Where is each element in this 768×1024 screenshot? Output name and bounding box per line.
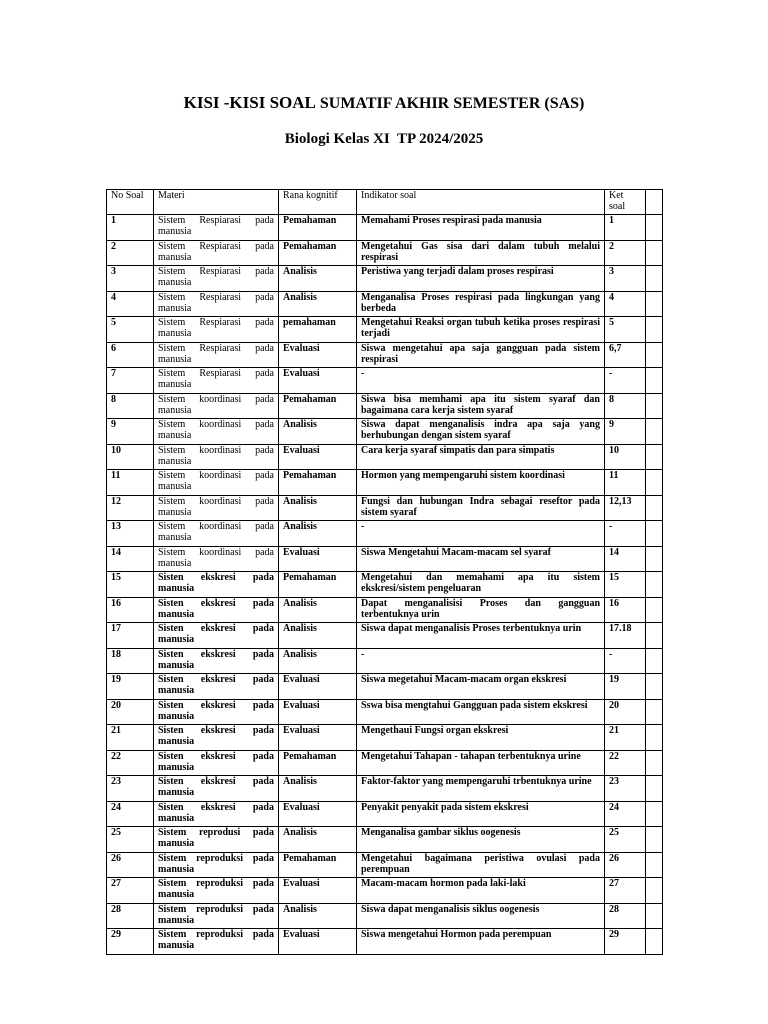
table-row [107, 827, 663, 853]
table-row [107, 903, 663, 929]
row-kognitif-cell: Evaluasi [279, 725, 357, 751]
row-indikator-cell: Fungsi dan hubungan Indra sebagai reseftor pada sistem syaraf [357, 495, 605, 521]
row-materi-cell: Sisten ekskresi pada manusia [154, 623, 279, 649]
row-no-cell: 5 [107, 317, 154, 343]
row-ket-cell: 23 [605, 776, 646, 802]
row-no-cell: 23 [107, 776, 154, 802]
row-blank-cell [646, 725, 663, 751]
title-part-2: SUMATIF AKHIR SEMESTER (SAS) [315, 95, 585, 112]
row-blank-cell [646, 368, 663, 394]
row-indikator-cell: Siswa mengetahui apa saja gangguan pada sistem respirasi [357, 342, 605, 368]
table-row [107, 623, 663, 649]
row-no-cell: 13 [107, 521, 154, 547]
header-materi: Materi [154, 190, 279, 215]
row-ket-cell: - [605, 521, 646, 547]
row-kognitif-cell: Evaluasi [279, 878, 357, 904]
row-no-cell: 1 [107, 215, 154, 241]
row-kognitif-cell: Analisis [279, 597, 357, 623]
row-no-cell: 21 [107, 725, 154, 751]
table-row [107, 929, 663, 955]
title-part-1: KISI -KISI SOAL [183, 93, 316, 112]
row-kognitif-cell: Evaluasi [279, 444, 357, 470]
row-materi-cell: Sistem koordinasi pada manusia [154, 419, 279, 445]
header-ket-soal: Ket soal [605, 190, 646, 215]
row-no-cell: 29 [107, 929, 154, 955]
row-kognitif-cell: Analisis [279, 495, 357, 521]
row-ket-cell: 10 [605, 444, 646, 470]
row-no-cell: 26 [107, 852, 154, 878]
row-materi-cell: Sistem Respiarasi pada manusia [154, 215, 279, 241]
row-indikator-cell: Siswa megetahui Macam-macam organ ekskresi [357, 674, 605, 700]
row-materi-cell: Sisten ekskresi pada manusia [154, 674, 279, 700]
row-materi-cell: Sistem Respiarasi pada manusia [154, 266, 279, 292]
row-blank-cell [646, 597, 663, 623]
row-ket-cell: 14 [605, 546, 646, 572]
row-no-cell: 24 [107, 801, 154, 827]
row-no-cell: 12 [107, 495, 154, 521]
table-row [107, 521, 663, 547]
row-blank-cell [646, 215, 663, 241]
row-kognitif-cell: Analisis [279, 291, 357, 317]
row-blank-cell [646, 699, 663, 725]
row-materi-cell: Sisten ekskresi pada manusia [154, 597, 279, 623]
document-title [0, 93, 768, 113]
row-no-cell: 7 [107, 368, 154, 394]
row-blank-cell [646, 291, 663, 317]
row-materi-cell: Sistem koordinasi pada manusia [154, 495, 279, 521]
row-ket-cell: 4 [605, 291, 646, 317]
row-ket-cell: - [605, 368, 646, 394]
row-materi-cell: Sistem reproduksi pada manusia [154, 852, 279, 878]
row-no-cell: 18 [107, 648, 154, 674]
row-indikator-cell: Peristiwa yang terjadi dalam proses respirasi [357, 266, 605, 292]
table-row [107, 317, 663, 343]
row-ket-cell: - [605, 648, 646, 674]
row-indikator-cell: Siswa mengetahui Hormon pada perempuan [357, 929, 605, 955]
row-no-cell: 6 [107, 342, 154, 368]
row-materi-cell: Sistem reproduksi pada manusia [154, 878, 279, 904]
row-indikator-cell: Mengetahui Reaksi organ tubuh ketika proses respirasi terjadi [357, 317, 605, 343]
row-kognitif-cell: Pemahaman [279, 750, 357, 776]
row-materi-cell: Sisten ekskresi pada manusia [154, 801, 279, 827]
row-no-cell: 11 [107, 470, 154, 496]
row-indikator-cell: Mengetahui Gas sisa dari dalam tubuh melalui respirasi [357, 240, 605, 266]
table-row [107, 801, 663, 827]
row-no-cell: 9 [107, 419, 154, 445]
row-no-cell: 22 [107, 750, 154, 776]
row-indikator-cell: Siswa dapat menganalisis Proses terbentuknya urin [357, 623, 605, 649]
row-kognitif-cell: pemahaman [279, 317, 357, 343]
row-ket-cell: 20 [605, 699, 646, 725]
row-no-cell: 27 [107, 878, 154, 904]
row-blank-cell [646, 827, 663, 853]
row-kognitif-cell: Analisis [279, 623, 357, 649]
row-no-cell: 8 [107, 393, 154, 419]
row-indikator-cell: - [357, 648, 605, 674]
row-kognitif-cell: Analisis [279, 827, 357, 853]
header-rana-kognitif: Rana kognitif [279, 190, 357, 215]
table-row [107, 674, 663, 700]
row-indikator-cell: Mengetahui bagaimana peristiwa ovulasi pada perempuan [357, 852, 605, 878]
row-kognitif-cell: Evaluasi [279, 801, 357, 827]
table-row [107, 878, 663, 904]
row-materi-cell: Sistem reprodusi pada manusia [154, 827, 279, 853]
row-no-cell: 28 [107, 903, 154, 929]
row-materi-cell: Sistem koordinasi pada manusia [154, 393, 279, 419]
row-no-cell: 17 [107, 623, 154, 649]
row-blank-cell [646, 495, 663, 521]
table-row [107, 368, 663, 394]
row-materi-cell: Sistem reproduksi pada manusia [154, 903, 279, 929]
row-materi-cell: Sisten ekskresi pada manusia [154, 725, 279, 751]
table-row [107, 291, 663, 317]
row-indikator-cell: Siswa dapat menganalisis indra apa saja yang berhubungan dengan sistem syaraf [357, 419, 605, 445]
row-materi-cell: Sistem Respiarasi pada manusia [154, 342, 279, 368]
table-row [107, 266, 663, 292]
row-indikator-cell: Mengetahui Tahapan - tahapan terbentuknya urine [357, 750, 605, 776]
row-blank-cell [646, 623, 663, 649]
row-materi-cell: Sisten ekskresi pada manusia [154, 572, 279, 598]
row-blank-cell [646, 546, 663, 572]
table-row [107, 776, 663, 802]
row-materi-cell: Sistem koordinasi pada manusia [154, 470, 279, 496]
row-ket-cell: 8 [605, 393, 646, 419]
row-indikator-cell: Siswa Mengetahui Macam-macam sel syaraf [357, 546, 605, 572]
row-ket-cell: 17.18 [605, 623, 646, 649]
table-row [107, 546, 663, 572]
row-ket-cell: 3 [605, 266, 646, 292]
row-kognitif-cell: Evaluasi [279, 674, 357, 700]
row-materi-cell: Sistem koordinasi pada manusia [154, 521, 279, 547]
row-materi-cell: Sisten ekskresi pada manusia [154, 750, 279, 776]
table-row [107, 342, 663, 368]
row-ket-cell: 16 [605, 597, 646, 623]
row-kognitif-cell: Evaluasi [279, 368, 357, 394]
row-indikator-cell: Sswa bisa mengtahui Gangguan pada sistem ekskresi [357, 699, 605, 725]
row-blank-cell [646, 317, 663, 343]
row-ket-cell: 22 [605, 750, 646, 776]
table-row [107, 572, 663, 598]
row-ket-cell: 9 [605, 419, 646, 445]
row-kognitif-cell: Evaluasi [279, 342, 357, 368]
row-ket-cell: 11 [605, 470, 646, 496]
table-row [107, 444, 663, 470]
row-materi-cell: Sistem Respiarasi pada manusia [154, 240, 279, 266]
row-indikator-cell: - [357, 521, 605, 547]
row-no-cell: 20 [107, 699, 154, 725]
table-row [107, 393, 663, 419]
row-kognitif-cell: Analisis [279, 266, 357, 292]
row-kognitif-cell: Evaluasi [279, 699, 357, 725]
table-row [107, 240, 663, 266]
row-no-cell: 25 [107, 827, 154, 853]
row-indikator-cell: Mengethaui Fungsi organ ekskresi [357, 725, 605, 751]
row-blank-cell [646, 929, 663, 955]
row-kognitif-cell: Pemahaman [279, 240, 357, 266]
row-blank-cell [646, 393, 663, 419]
row-kognitif-cell: Analisis [279, 776, 357, 802]
row-no-cell: 3 [107, 266, 154, 292]
row-ket-cell: 27 [605, 878, 646, 904]
table-row [107, 419, 663, 445]
row-blank-cell [646, 419, 663, 445]
row-blank-cell [646, 750, 663, 776]
row-blank-cell [646, 852, 663, 878]
row-blank-cell [646, 342, 663, 368]
header-no-soal: No Soal [107, 190, 154, 215]
row-kognitif-cell: Analisis [279, 419, 357, 445]
row-kognitif-cell: Pemahaman [279, 852, 357, 878]
table-body [107, 215, 663, 955]
row-no-cell: 19 [107, 674, 154, 700]
row-kognitif-cell: Pemahaman [279, 470, 357, 496]
row-no-cell: 15 [107, 572, 154, 598]
table-row [107, 750, 663, 776]
row-ket-cell: 5 [605, 317, 646, 343]
row-ket-cell: 12,13 [605, 495, 646, 521]
table-row [107, 597, 663, 623]
row-ket-cell: 29 [605, 929, 646, 955]
table-row [107, 699, 663, 725]
row-indikator-cell: Memahami Proses respirasi pada manusia [357, 215, 605, 241]
kisi-kisi-table [106, 189, 663, 955]
row-indikator-cell: Macam-macam hormon pada laki-laki [357, 878, 605, 904]
row-blank-cell [646, 878, 663, 904]
row-no-cell: 4 [107, 291, 154, 317]
row-indikator-cell: Mengetahui dan memahami apa itu sistem ekskresi/sistem pengeluaran [357, 572, 605, 598]
header-indikator-soal: Indikator soal [357, 190, 605, 215]
row-ket-cell: 21 [605, 725, 646, 751]
row-blank-cell [646, 266, 663, 292]
row-indikator-cell: Siswa dapat menganalisis siklus oogenesis [357, 903, 605, 929]
row-materi-cell: Sistem koordinasi pada manusia [154, 444, 279, 470]
row-no-cell: 14 [107, 546, 154, 572]
row-indikator-cell: Dapat menganalisisi Proses dan gangguan terbentuknya urin [357, 597, 605, 623]
row-indikator-cell: Penyakit penyakit pada sistem ekskresi [357, 801, 605, 827]
row-ket-cell: 28 [605, 903, 646, 929]
row-ket-cell: 15 [605, 572, 646, 598]
row-blank-cell [646, 572, 663, 598]
row-indikator-cell: Cara kerja syaraf simpatis dan para simpatis [357, 444, 605, 470]
row-kognitif-cell: Analisis [279, 903, 357, 929]
row-materi-cell: Sistem Respiarasi pada manusia [154, 368, 279, 394]
row-blank-cell [646, 903, 663, 929]
row-ket-cell: 2 [605, 240, 646, 266]
row-ket-cell: 26 [605, 852, 646, 878]
table-row [107, 495, 663, 521]
row-indikator-cell: Hormon yang mempengaruhi sistem koordinasi [357, 470, 605, 496]
header-blank [646, 190, 663, 215]
row-blank-cell [646, 648, 663, 674]
row-kognitif-cell: Pemahaman [279, 572, 357, 598]
row-ket-cell: 25 [605, 827, 646, 853]
document-subtitle: Biologi Kelas XI TP 2024/2025 [284, 131, 484, 147]
row-blank-cell [646, 444, 663, 470]
row-kognitif-cell: Evaluasi [279, 929, 357, 955]
row-no-cell: 16 [107, 597, 154, 623]
row-no-cell: 10 [107, 444, 154, 470]
row-materi-cell: Sistem koordinasi pada manusia [154, 546, 279, 572]
row-ket-cell: 19 [605, 674, 646, 700]
row-indikator-cell: Faktor-faktor yang mempengaruhi trbentuknya urine [357, 776, 605, 802]
row-ket-cell: 6,7 [605, 342, 646, 368]
row-blank-cell [646, 470, 663, 496]
row-blank-cell [646, 776, 663, 802]
row-kognitif-cell: Analisis [279, 648, 357, 674]
row-kognitif-cell: Pemahaman [279, 215, 357, 241]
row-indikator-cell: Menganalisa gambar siklus oogenesis [357, 827, 605, 853]
row-indikator-cell: Siswa bisa memhami apa itu sistem syaraf dan bagaimana cara kerja sistem syaraf [357, 393, 605, 419]
row-materi-cell: Sisten ekskresi pada manusia [154, 699, 279, 725]
row-no-cell: 2 [107, 240, 154, 266]
table-row [107, 470, 663, 496]
row-ket-cell: 24 [605, 801, 646, 827]
table-row [107, 852, 663, 878]
row-blank-cell [646, 240, 663, 266]
row-materi-cell: Sistem reproduksi pada manusia [154, 929, 279, 955]
row-blank-cell [646, 521, 663, 547]
row-kognitif-cell: Evaluasi [279, 546, 357, 572]
row-ket-cell: 1 [605, 215, 646, 241]
row-materi-cell: Sistem Respiarasi pada manusia [154, 291, 279, 317]
row-kognitif-cell: Pemahaman [279, 393, 357, 419]
row-kognitif-cell: Analisis [279, 521, 357, 547]
row-indikator-cell: - [357, 368, 605, 394]
row-materi-cell: Sisten ekskresi pada manusia [154, 776, 279, 802]
table-row [107, 725, 663, 751]
row-materi-cell: Sistem Respiarasi pada manusia [154, 317, 279, 343]
row-blank-cell [646, 801, 663, 827]
table-row [107, 215, 663, 241]
row-blank-cell [646, 674, 663, 700]
table-header-row [107, 190, 663, 215]
row-materi-cell: Sisten ekskresi pada manusia [154, 648, 279, 674]
table-row [107, 648, 663, 674]
row-indikator-cell: Menganalisa Proses respirasi pada lingkungan yang berbeda [357, 291, 605, 317]
